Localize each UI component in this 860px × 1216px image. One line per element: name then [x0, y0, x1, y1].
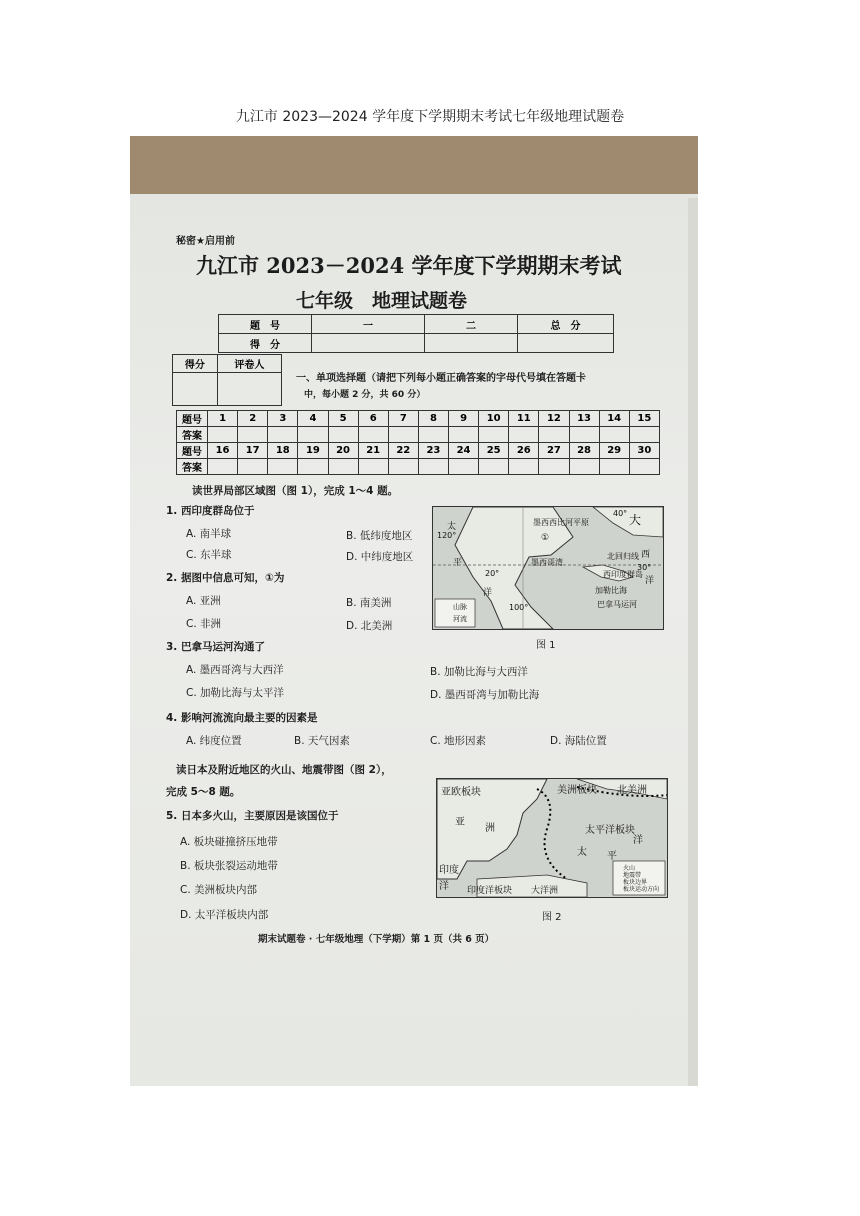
- map1-label: 太: [447, 522, 457, 532]
- grader-reviewer-label: 评卷人: [217, 355, 281, 373]
- question-number-cell: 18: [268, 443, 298, 459]
- map2-label: 太: [577, 847, 587, 858]
- answer-number-row: [177, 443, 660, 459]
- map1-label: 西印度群岛: [603, 570, 643, 579]
- exam-photo: [130, 136, 698, 1086]
- map2-legend-label: 板块边界: [623, 879, 648, 886]
- answer-cell: [238, 427, 268, 443]
- answer-cell: [449, 459, 479, 475]
- map1-label: ①: [541, 533, 550, 543]
- option: A. 纬度位置: [186, 735, 242, 747]
- map2-legend-label: 地震带: [623, 872, 642, 879]
- option: C. 美洲板块内部: [180, 884, 258, 896]
- map1-landmass-ne: [593, 507, 663, 537]
- map1-label: 洋: [483, 588, 493, 598]
- question-number-cell: 12: [539, 411, 569, 427]
- answer-cell: [569, 459, 599, 475]
- score-row-values: [219, 334, 614, 353]
- figure-1-caption: 图 1: [536, 640, 556, 651]
- question-number-cell: 2: [238, 411, 268, 427]
- option: A. 亚洲: [186, 595, 221, 607]
- answer-cell: [298, 459, 328, 475]
- map2-label: 亚欧板块: [441, 787, 481, 798]
- score-table: [218, 314, 614, 353]
- answer-cell: [629, 459, 659, 475]
- map1-label: 墨西西比河平原: [533, 518, 589, 527]
- answer-cell: [298, 427, 328, 443]
- grader-score-label: 得分: [173, 355, 218, 373]
- option: D. 太平洋板块内部: [180, 909, 269, 921]
- question-number-cell: 17: [238, 443, 268, 459]
- option: D. 海陆位置: [550, 735, 607, 747]
- question-number-cell: 25: [479, 443, 509, 459]
- map2-label: 平: [607, 851, 617, 862]
- intro-2b: 完成 5～8 题。: [166, 786, 241, 798]
- question-number-cell: 7: [388, 411, 418, 427]
- question-stem: 1. 西印度群岛位于: [166, 505, 255, 517]
- answer-cell: [268, 459, 298, 475]
- answer-cell: [418, 459, 448, 475]
- question-number-cell: 16: [208, 443, 238, 459]
- answer-row: [177, 459, 660, 475]
- answer-cell: [388, 427, 418, 443]
- answer-cell: [418, 427, 448, 443]
- answer-cell: [509, 459, 539, 475]
- map1-label: 100°: [509, 603, 529, 612]
- question-number-cell: 22: [388, 443, 418, 459]
- map1-label: 巴拿马运河: [597, 600, 637, 609]
- score-cell: [425, 334, 518, 353]
- question-number-cell: 29: [599, 443, 629, 459]
- score-cell: 题 号: [219, 315, 312, 334]
- question-number-cell: 23: [418, 443, 448, 459]
- answer-cell: [208, 427, 238, 443]
- secret-label: 秘密★启用前: [176, 236, 235, 247]
- map1-label: 洋: [645, 576, 655, 586]
- intro-2: 读日本及附近地区的火山、地震带图（图 2），: [176, 764, 392, 776]
- question-number-cell: 15: [629, 411, 659, 427]
- answer-row-label: 题号: [177, 411, 208, 427]
- intro-1: 读世界局部区域图（图 1），完成 1～4 题。: [192, 485, 399, 497]
- map1-legend-label: 河流: [453, 615, 467, 623]
- question-number-cell: 10: [479, 411, 509, 427]
- question-number-cell: 3: [268, 411, 298, 427]
- question-number-cell: 9: [449, 411, 479, 427]
- option: B. 板块张裂运动地带: [180, 860, 278, 872]
- score-cell: [312, 334, 425, 353]
- map2-legend-label: 火山: [623, 865, 636, 872]
- question-number-cell: 28: [569, 443, 599, 459]
- answer-cell: [208, 459, 238, 475]
- figure-2-caption: 图 2: [542, 912, 562, 923]
- answer-cell: [629, 427, 659, 443]
- question-number-cell: 13: [569, 411, 599, 427]
- option: C. 加勒比海与太平洋: [186, 687, 285, 699]
- answer-cell: [328, 459, 358, 475]
- question-stem: 3. 巴拿马运河沟通了: [166, 641, 265, 653]
- figure-1-map: [432, 506, 664, 630]
- question-number-cell: 1: [208, 411, 238, 427]
- answer-cell: [358, 427, 388, 443]
- question-number-cell: 24: [449, 443, 479, 459]
- answer-row-label: 题号: [177, 443, 208, 459]
- map1-label: 墨西哥湾: [531, 558, 563, 567]
- question-number-cell: 19: [298, 443, 328, 459]
- score-row-header: [219, 315, 614, 334]
- map1-label: 加勒比海: [595, 586, 627, 595]
- option: A. 板块碰撞挤压地带: [180, 836, 278, 848]
- answer-cell: [539, 427, 569, 443]
- map2-label: 美洲板块: [557, 785, 597, 796]
- grader-score-cell: [173, 373, 218, 406]
- score-cell: 得 分: [219, 334, 312, 353]
- score-cell: 一: [312, 315, 425, 334]
- answer-cell: [479, 459, 509, 475]
- section1-heading-line2: 中，每小题 2 分，共 60 分）: [304, 390, 426, 400]
- answer-cell: [569, 427, 599, 443]
- answer-cell: [238, 459, 268, 475]
- answer-cell: [479, 427, 509, 443]
- map2-plate-boundary: [537, 789, 567, 879]
- answer-cell: [328, 427, 358, 443]
- map2-label: 北美洲: [617, 785, 647, 796]
- question-number-cell: 27: [539, 443, 569, 459]
- question-number-cell: 21: [358, 443, 388, 459]
- map1-label: 大: [629, 513, 642, 527]
- section1-heading: 一、单项选择题（请把下列每小题正确答案的字母代号填在答题卡: [296, 373, 586, 384]
- answer-row: [177, 427, 660, 443]
- exam-title: 九江市 2023－2024 学年度下学期期末考试: [196, 253, 622, 278]
- map1-legend-label: 山脉: [453, 603, 467, 611]
- question-stem: 4. 影响河流流向最主要的因素是: [166, 712, 318, 724]
- question-number-cell: 4: [298, 411, 328, 427]
- map2-label: 大洋洲: [531, 886, 559, 896]
- answer-table: [176, 410, 660, 475]
- exam-subtitle: 七年级 地理试题卷: [296, 290, 468, 312]
- question-number-cell: 26: [509, 443, 539, 459]
- option: B. 天气因素: [294, 735, 350, 747]
- score-cell: 总 分: [518, 315, 614, 334]
- answer-cell: [509, 427, 539, 443]
- map1-label: 120°: [437, 531, 457, 540]
- option: C. 地形因素: [430, 735, 487, 747]
- answer-cell: [358, 459, 388, 475]
- answer-row-label: 答案: [177, 459, 208, 475]
- map2-label: 洋: [633, 835, 643, 846]
- question-stem: 2. 据图中信息可知，①为: [166, 572, 285, 584]
- answer-cell: [539, 459, 569, 475]
- option: D. 中纬度地区: [346, 551, 414, 563]
- map1-label: 平: [453, 558, 463, 568]
- option: D. 墨西哥湾与加勒比海: [430, 689, 540, 701]
- map2-label: 洲: [485, 823, 495, 834]
- option: B. 加勒比海与大西洋: [430, 666, 528, 678]
- question-number-cell: 6: [358, 411, 388, 427]
- answer-cell: [599, 459, 629, 475]
- question-number-cell: 14: [599, 411, 629, 427]
- answer-row-label: 答案: [177, 427, 208, 443]
- page-footer: 期末试题卷 · 七年级地理（下学期）第 1 页（共 6 页）: [258, 934, 495, 945]
- option: B. 南美洲: [346, 597, 392, 609]
- option: B. 低纬度地区: [346, 530, 413, 542]
- map1-label: 北回归线: [607, 552, 639, 561]
- answer-number-row: [177, 411, 660, 427]
- answer-cell: [449, 427, 479, 443]
- option: A. 南半球: [186, 528, 232, 540]
- map1-label: 西: [641, 550, 651, 560]
- option: C. 东半球: [186, 549, 232, 561]
- score-cell: 二: [425, 315, 518, 334]
- answer-cell: [268, 427, 298, 443]
- map2-label: 印度: [439, 865, 459, 876]
- option: C. 非洲: [186, 618, 222, 630]
- question-number-cell: 5: [328, 411, 358, 427]
- question-number-cell: 11: [509, 411, 539, 427]
- question-number-cell: 30: [629, 443, 659, 459]
- question-number-cell: 20: [328, 443, 358, 459]
- map2-legend-label: 板块运动方向: [623, 886, 660, 893]
- score-cell: [518, 334, 614, 353]
- grader-reviewer-cell: [217, 373, 281, 406]
- document-title: 九江市 2023—2024 学年度下学期期末考试七年级地理试题卷: [235, 109, 625, 125]
- question-number-cell: 8: [418, 411, 448, 427]
- sheet-edge: [688, 198, 698, 1086]
- map1-label: 40°: [613, 509, 628, 518]
- map2-label: 印度洋板块: [467, 886, 513, 896]
- answer-cell: [599, 427, 629, 443]
- map2-label: 太平洋板块: [585, 825, 635, 836]
- map1-label: 20°: [485, 569, 500, 578]
- map2-label: 洋: [439, 881, 449, 892]
- map1-label: 30°: [637, 563, 652, 572]
- option: A. 墨西哥湾与大西洋: [186, 664, 284, 676]
- question-stem: 5. 日本多火山，主要原因是该国位于: [166, 810, 339, 822]
- answer-cell: [388, 459, 418, 475]
- map2-label: 亚: [455, 817, 465, 828]
- option: D. 北美洲: [346, 620, 393, 632]
- figure-2-map: [436, 778, 668, 898]
- grader-table: [172, 354, 282, 406]
